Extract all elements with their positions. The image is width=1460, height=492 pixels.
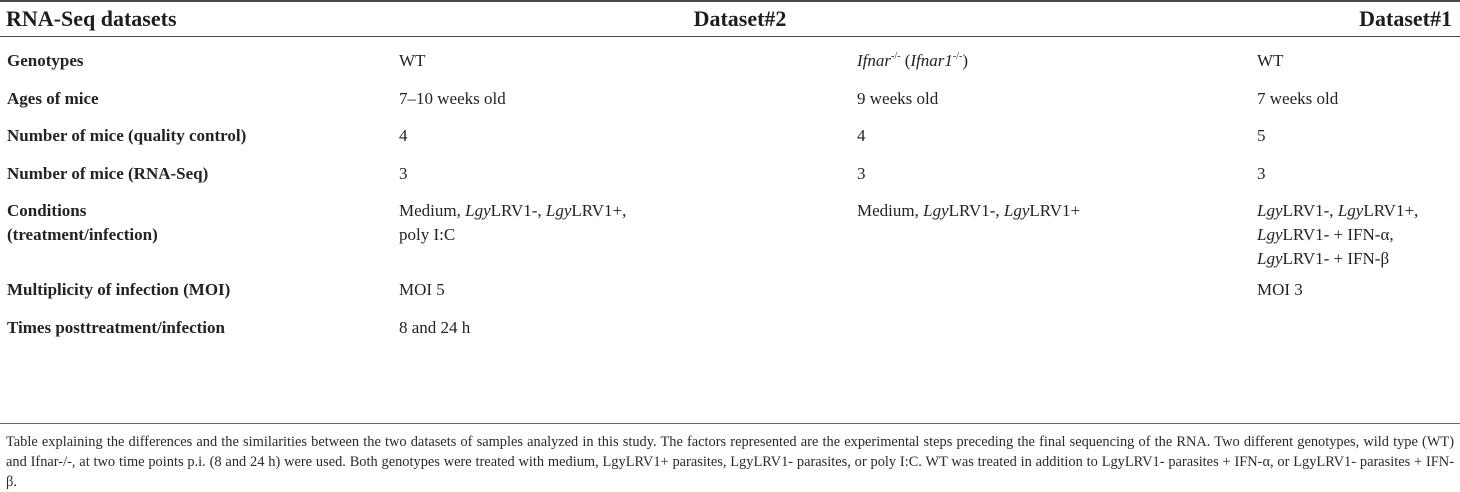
table-row-times — [0, 316, 1460, 354]
cell-dataset2-wt: 8 and 24 h — [399, 317, 471, 337]
cell-dataset2-wt: 3 — [399, 163, 408, 183]
table-row-genotypes — [0, 49, 1460, 87]
row-label: Number of mice (quality control) — [7, 126, 247, 145]
cell-dataset2-ifnar: 4 — [857, 126, 866, 145]
table-bottom-rule — [0, 423, 1460, 424]
cell-dataset1: 3 — [1257, 163, 1266, 183]
cell-dataset2-ifnar: Ifnar-/- (Ifnar1-/-) — [857, 51, 968, 70]
cell-dataset1: 5 — [1257, 126, 1266, 145]
cell-dataset1: MOI 3 — [1257, 280, 1303, 299]
table-row-conditions — [0, 199, 1460, 278]
cell-dataset2-ifnar — [857, 316, 1257, 354]
table-row-ages — [0, 87, 1460, 125]
cell-dataset2-wt: Medium, LgyLRV1-, LgyLRV1+, poly I:C — [399, 201, 627, 244]
cell-dataset1: 7 weeks old — [1257, 88, 1339, 108]
cell-dataset1: LgyLRV1-, LgyLRV1+, LgyLRV1- + IFN-α, LgyLRV1- + IFN-β — [1257, 201, 1419, 268]
row-label: Multiplicity of infection (MOI) — [7, 280, 231, 299]
dataset-table — [0, 49, 1460, 353]
header-rna-seq-datasets: RNA-Seq datasets — [6, 6, 177, 31]
cell-dataset1 — [1257, 316, 1460, 354]
cell-dataset2-wt: WT — [399, 51, 426, 70]
row-label: Ages of mice — [7, 88, 99, 108]
cell-dataset2-wt: 4 — [399, 126, 408, 145]
header-dataset-1: Dataset#1 — [1359, 6, 1452, 31]
cell-dataset2-wt: 7–10 weeks old — [399, 88, 506, 108]
cell-dataset2-ifnar: 3 — [857, 163, 866, 183]
row-label: Conditions (treatment/infection) — [7, 201, 158, 244]
table-row-moi — [0, 278, 1460, 316]
table-row-mice-qc — [0, 124, 1460, 162]
cell-dataset2-ifnar — [857, 278, 1257, 316]
row-label: Times posttreatment/infection — [7, 317, 225, 337]
row-label: Genotypes — [7, 51, 84, 70]
row-label: Number of mice (RNA-Seq) — [7, 163, 209, 183]
table-row-mice-rnaseq — [0, 162, 1460, 200]
cell-dataset1: WT — [1257, 51, 1284, 70]
cell-dataset2-ifnar: 9 weeks old — [857, 88, 939, 108]
table-caption: Table explaining the differences and the similarities between the two datasets of samples analyzed in this study. The factors represented are the experimental steps preceding the final sequencing of the RNA. Two different genotypes, wild type (WT) and Ifnar-/-, at two time points p.i. (8 and 24 h) were used. Both genotypes were treated with medium, LgyLRV1+ parasites, LgyLRV1- parasites, or poly I:C. WT was treated in addition to LgyLRV1- parasites + IFN-α, or LgyLRV1- parasites + IFN-β. — [6, 434, 1454, 490]
cell-dataset2-wt: MOI 5 — [399, 280, 445, 299]
header-rule — [0, 36, 1460, 37]
cell-dataset2-ifnar: Medium, LgyLRV1-, LgyLRV1+ — [857, 201, 1081, 220]
header-dataset-2: Dataset#2 — [693, 6, 787, 31]
